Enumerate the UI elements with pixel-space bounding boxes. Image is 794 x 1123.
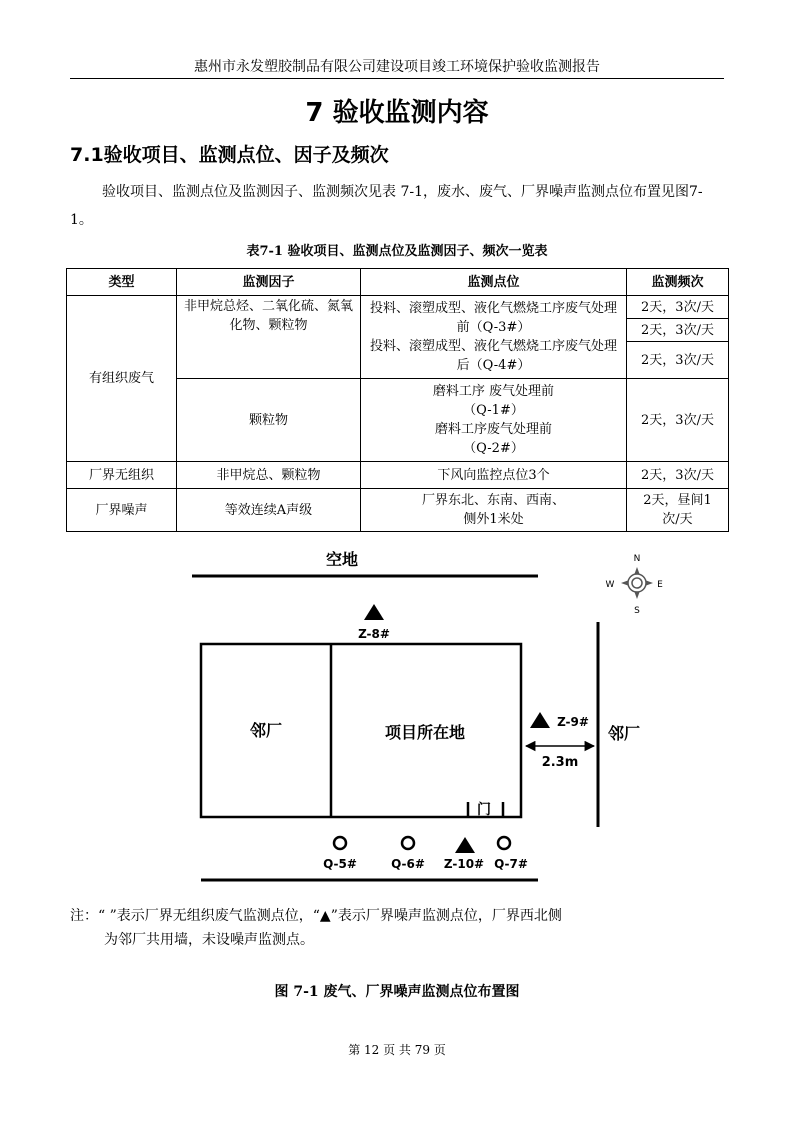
- point-before-treatment: 投料、滚塑成型、液化气燃烧工序废气处理前（Q-3#）: [369, 301, 617, 335]
- distance-label: 2.3m: [541, 755, 579, 770]
- table-row: [67, 296, 729, 319]
- cell-frequency: 2天，3次/天: [627, 462, 729, 489]
- compass-rose-icon: [606, 554, 664, 616]
- monitoring-point-layout-diagram: [180, 540, 680, 890]
- point-line: 磨料工序 废气处理前: [432, 384, 555, 399]
- compass-s: S: [634, 606, 640, 616]
- cell-type: 有组织废气: [67, 296, 177, 462]
- note-line-2: 为邻厂共用墙，未设噪声监测点。: [104, 932, 314, 948]
- table-row: [67, 462, 729, 489]
- cell-factor: 颗粒物: [177, 379, 361, 462]
- cell-frequency: 2天，3次/天: [627, 296, 729, 319]
- project-site-label: 项目所在地: [384, 723, 466, 742]
- noise-point-z9-marker: [530, 712, 550, 728]
- gate-label: 门: [477, 802, 491, 818]
- air-point-q6-label: Q-6#: [391, 857, 425, 871]
- noise-point-z8-marker: [364, 604, 384, 620]
- noise-point-z8-label: Z-8#: [358, 627, 390, 641]
- table-caption: 表7-1 验收项目、监测点位及监测因子、频次一览表: [246, 244, 548, 259]
- figure-note: [70, 904, 730, 952]
- noise-point-z10-label: Z-10#: [443, 857, 485, 871]
- table-header-row: [67, 269, 729, 296]
- cell-frequency: 2天，3次/天: [627, 319, 729, 342]
- intro-paragraph: 验收项目、监测点位及监测因子、监测频次见表 7-1，废水、废气、厂界噪声监测点位布置见图7-1。: [70, 184, 703, 228]
- cell-point: [361, 379, 627, 462]
- neighbor-factory-right-label: 邻厂: [607, 724, 641, 743]
- figure-caption: 图 7-1 废气、厂界噪声监测点位布置图: [274, 984, 520, 1000]
- cell-factor: 等效连续A声级: [177, 489, 361, 532]
- report-header-title: 惠州市永发塑胶制品有限公司建设项目竣工环境保护验收监测报告: [194, 59, 600, 75]
- cell-frequency: [627, 489, 729, 532]
- freq-line: 2天，昼间1: [643, 493, 712, 508]
- vacant-land-label: 空地: [325, 550, 359, 569]
- point-line: （Q-2#）: [463, 441, 524, 456]
- cell-point: [361, 296, 627, 379]
- page-number: 第 12 页 共 79 页: [348, 1043, 446, 1057]
- cell-type: 厂界无组织: [67, 462, 177, 489]
- cell-type: 厂界噪声: [67, 489, 177, 532]
- header-frequency: 监测频次: [627, 269, 729, 296]
- air-point-q5-label: Q-5#: [323, 857, 357, 871]
- compass-e: E: [657, 580, 663, 590]
- freq-line: 次/天: [662, 512, 693, 527]
- point-after-treatment: 投料、滚塑成型、液化气燃烧工序废气处理后（Q-4#）: [369, 339, 617, 373]
- point-line: 厂界东北、东南、西南、: [421, 493, 565, 508]
- air-point-q7-marker: [498, 837, 510, 849]
- section-title: 7.1验收项目、监测点位、因子及频次: [70, 144, 389, 166]
- point-line: 侧外1米处: [463, 512, 524, 527]
- header-rule: [70, 78, 724, 79]
- cell-factor: 非甲烷总烃、二氧化硫、氮氧化物、颗粒物: [177, 296, 361, 379]
- header-type: 类型: [67, 269, 177, 296]
- point-line: 磨料工序废气处理前: [434, 422, 552, 437]
- air-point-q6-marker: [402, 837, 414, 849]
- cell-frequency: 2天，3次/天: [627, 342, 729, 379]
- noise-point-z9-label: Z-9#: [557, 715, 589, 729]
- header-factor: 监测因子: [177, 269, 361, 296]
- note-line-1: 注：“ ”表示厂界无组织废气监测点位，“▲”表示厂界噪声监测点位，厂界西北侧: [70, 908, 562, 924]
- cell-point: [361, 489, 627, 532]
- cell-factor: 非甲烷总、颗粒物: [177, 462, 361, 489]
- compass-n: N: [633, 554, 641, 564]
- air-point-q5-marker: [334, 837, 346, 849]
- cell-frequency: 2天，3次/天: [627, 379, 729, 462]
- noise-point-z10-marker: [455, 837, 475, 853]
- chapter-title: 7 验收监测内容: [305, 98, 489, 128]
- table-row: [67, 489, 729, 532]
- cell-point: 下风向监控点位3个: [361, 462, 627, 489]
- header-point: 监测点位: [361, 269, 627, 296]
- point-line: （Q-1#）: [463, 403, 524, 418]
- neighbor-factory-left-label: 邻厂: [249, 721, 283, 740]
- air-point-q7-label: Q-7#: [494, 857, 528, 871]
- compass-w: W: [605, 580, 615, 590]
- monitoring-table: [66, 268, 729, 532]
